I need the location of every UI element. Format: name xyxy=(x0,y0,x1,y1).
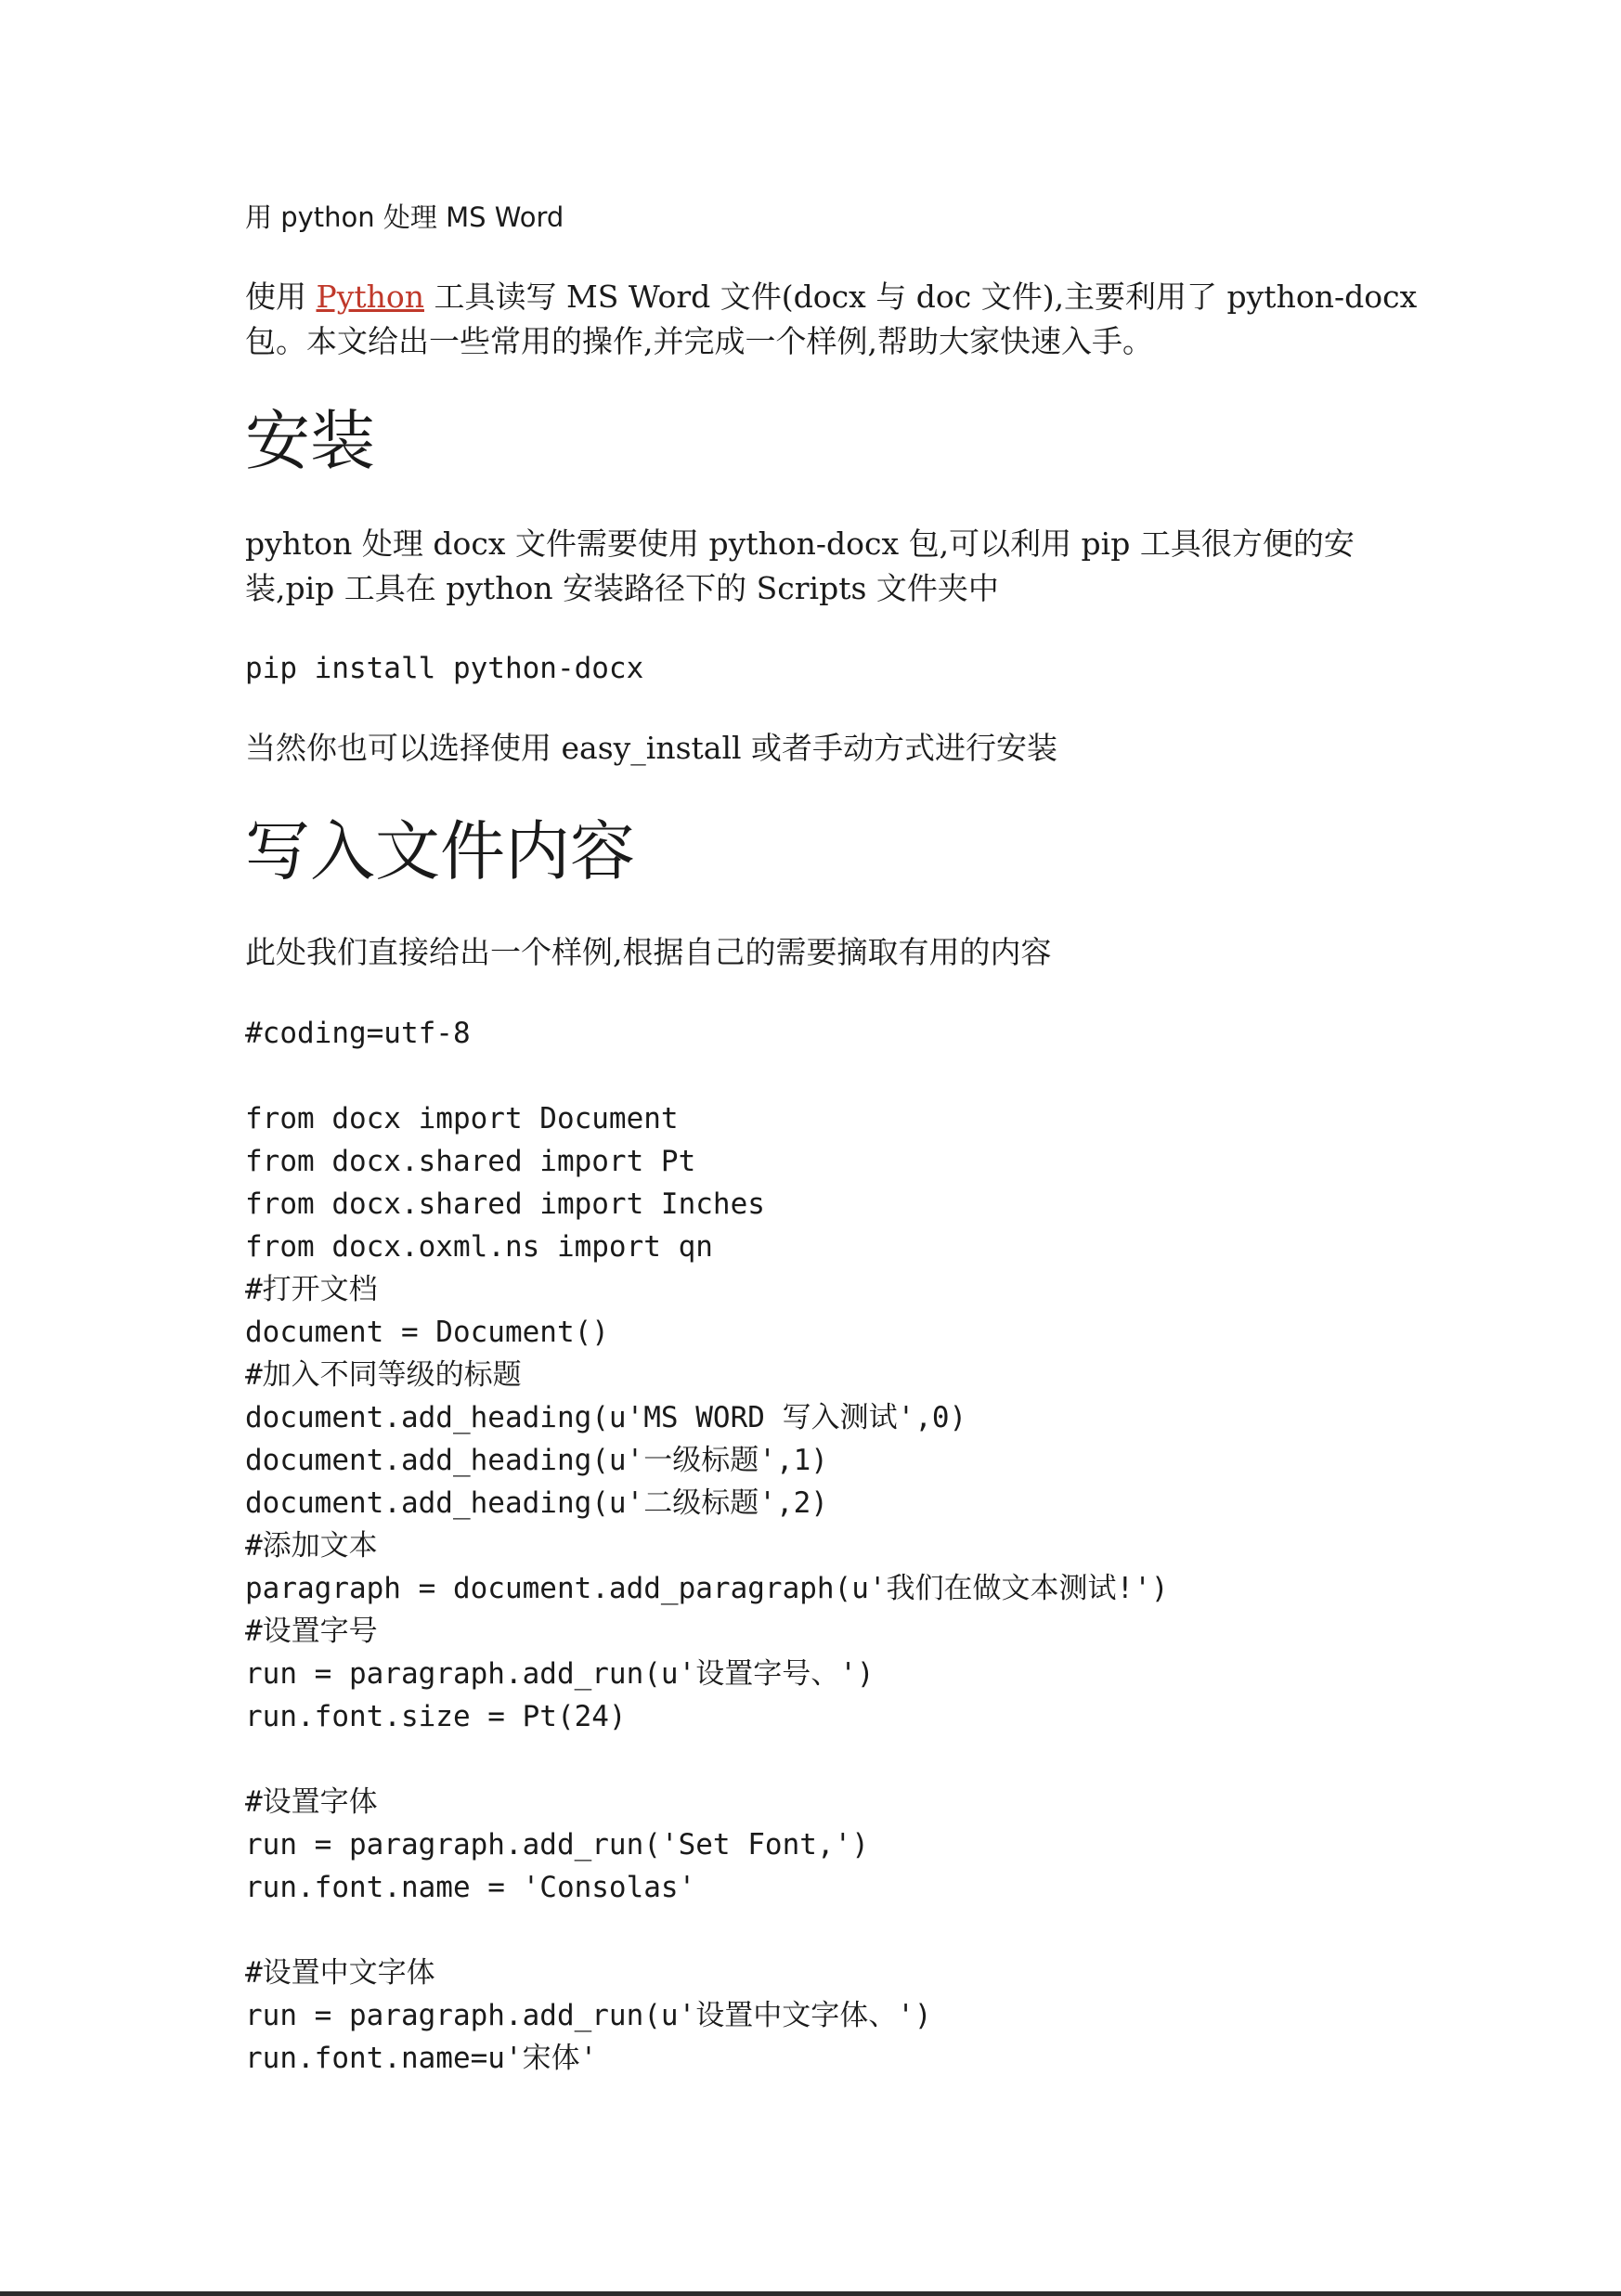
code-line: run = paragraph.add_run(u'设置字号、') xyxy=(245,1657,875,1691)
code-line: run = paragraph.add_run(u'设置中文字体、') xyxy=(245,1999,932,2032)
code-line: document.add_heading(u'二级标题',2) xyxy=(245,1486,828,1520)
code-line: run.font.size = Pt(24) xyxy=(245,1700,627,1733)
document-title: 用 python 处理 MS Word xyxy=(245,201,564,233)
intro-paragraph xyxy=(245,275,1417,364)
code-line xyxy=(245,1055,1169,1097)
write-heading: 写入文件内容 xyxy=(245,813,635,889)
code-line: #coding=utf-8 xyxy=(245,1017,471,1050)
install-paragraph-line-1: pyhton 处理 docx 文件需要使用 python-docx 包,可以利用 pip 工具很方便的安 xyxy=(245,525,1355,562)
code-line: #设置字号 xyxy=(245,1615,378,1648)
code-line: run = paragraph.add_run('Set Font,') xyxy=(245,1828,869,1861)
code-line: document = Document() xyxy=(245,1316,609,1349)
code-line: run.font.name = 'Consolas' xyxy=(245,1871,696,1904)
intro-line-2: 包。本文给出一些常用的操作,并完成一个样例,帮助大家快速入手。 xyxy=(245,323,1153,359)
python-link[interactable]: Python xyxy=(316,279,424,315)
install-note: 当然你也可以选择使用 easy_install 或者手动方式进行安装 xyxy=(245,730,1058,766)
code-line: from docx import Document xyxy=(245,1102,679,1135)
code-line: from docx.shared import Pt xyxy=(245,1145,696,1178)
code-line xyxy=(245,1909,1169,1952)
code-line: document.add_heading(u'MS WORD 写入测试',0) xyxy=(245,1401,967,1434)
pip-command: pip install python-docx xyxy=(245,652,644,685)
code-line: #加入不同等级的标题 xyxy=(245,1358,522,1392)
intro-line-1 xyxy=(245,275,1417,319)
code-line: #添加文本 xyxy=(245,1529,378,1563)
code-line: paragraph = document.add_paragraph(u'我们在做文本测试!') xyxy=(245,1572,1169,1605)
code-line: from docx.oxml.ns import qn xyxy=(245,1230,713,1264)
intro-text-before-link: 使用 xyxy=(245,279,317,315)
code-line: #打开文档 xyxy=(245,1273,378,1306)
bottom-border xyxy=(0,2291,1621,2296)
write-paragraph: 此处我们直接给出一个样例,根据自己的需要摘取有用的内容 xyxy=(245,934,1052,970)
code-line: #设置中文字体 xyxy=(245,1956,435,1990)
code-line xyxy=(245,1738,1169,1781)
install-paragraph-line-2: 装,pip 工具在 python 安装路径下的 Scripts 文件夹中 xyxy=(245,570,999,606)
install-paragraph xyxy=(245,522,1355,611)
code-line: document.add_heading(u'一级标题',1) xyxy=(245,1444,828,1477)
code-line: from docx.shared import Inches xyxy=(245,1187,765,1221)
intro-text-after-link: 工具读写 MS Word 文件(docx 与 doc 文件),主要利用了 python-docx xyxy=(423,279,1418,315)
code-line: #设置字体 xyxy=(245,1785,378,1819)
install-heading: 安装 xyxy=(245,403,375,479)
code-block xyxy=(245,1012,1169,2080)
code-line: run.font.name=u'宋体' xyxy=(245,2042,598,2075)
